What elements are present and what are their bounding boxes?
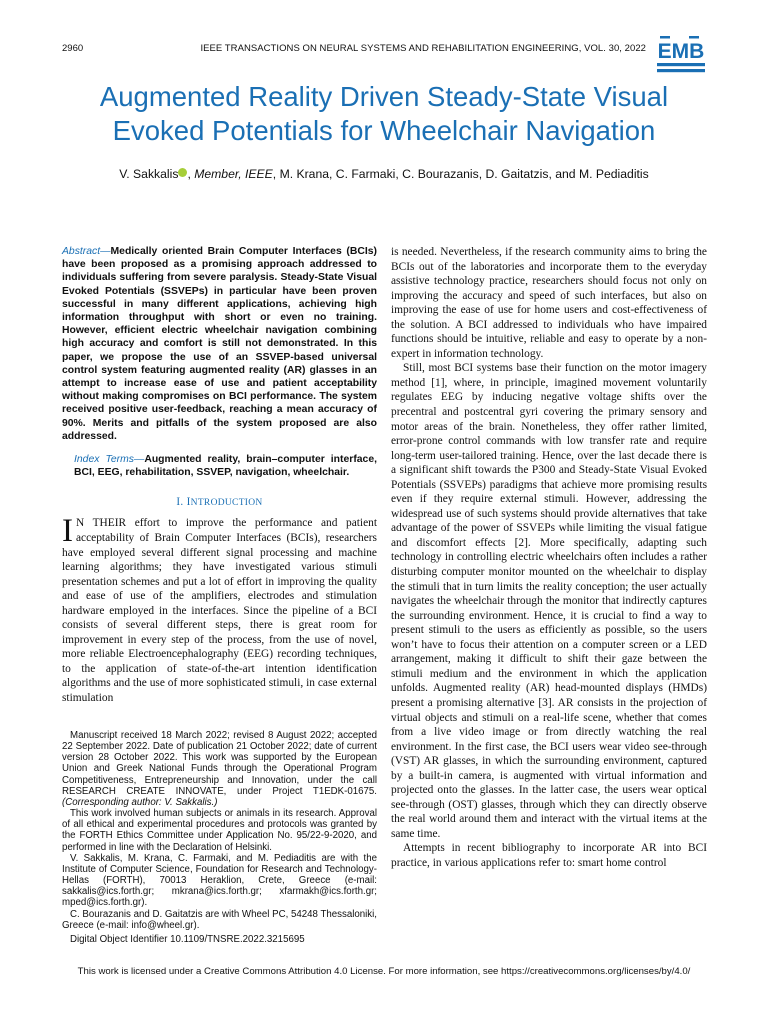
body-paragraph-2: Still, most BCI systems base their function on the motor imagery method [1], where, in principle, imagined movement voluntarily regulates EEG by inducing negative voltage shifts over the precentral and postcentral gyri covering the primary sensory and motor areas of the brain. Nonetheless, they offer rather limited, error-prone control commands with low transfer rate and require long-term user-tailored training. Hence, over the last decade there is a significant shift towards the P300 and Steady-State Visual Evoked Potentials (SSVEPs) paradigms that achieve more promising results even if they require external stimuli. However, addressing the widespread use of such systems should provide alternatives that take advantage of the power of SSVEPs while limiting the visual fatigue and discomfort effects [2]. More specifically, adapting such technology in controlling electric wheelchairs often includes a rather disturbing computer monitor mounted on the wheelchair to display the stimuli that in turn limits the reality conception; the user actually navigates the wheelchair through the monitor that indirectly captures the surrounding environment. Hence, it is crucial to find a way to present stimuli to the users as efficiently as possible, so the users won’t have to focus their attention on a computer screen or a LED arrangement, making it difficult to shift their gaze between the stimuli medium and the environment in which the application unfolds. Augmented reality (AR) head-mounted displays (HMDs) present a promising alternative [3]. AR consists in the projection of virtual objects and stimuli on a real-life scene, whether that comes from a live video image or from directly watching the real environment. In the first case, the BCI users wear video see-through (VST) AR glasses, in which the surrounding environment, captured by a built-in camera, is augmented with virtual information and projected onto the glasses. In the latter case, the users wear optical see-through (OST) glasses, through which they can directly observe the real world around them and interact with the virtual items at the same time. xyxy=(391,362,707,840)
body-paragraph-1: is needed. Nevertheless, if the research community aims to bring the BCIs out of the laboratories and incorporate them to the everyday assistive technology practice, researchers should focus not only on improving the accuracy and speed of such interfaces, but also on improving the ease of use for home users and cost-effectiveness of the solution. A BCI addressed to individuals who have impaired functions should be intuitive, reliable and easy to operate by a non-expert in information technology. xyxy=(391,246,707,360)
index-terms-label: Index Terms— xyxy=(74,454,145,466)
other-authors: , M. Krana, C. Farmaki, C. Bourazanis, D. Gaitatzis, and M. Pediaditis xyxy=(272,167,649,181)
footnote-corresponding: (Corresponding author: V. Sakkalis.) xyxy=(62,796,218,808)
drop-cap: I xyxy=(62,513,73,550)
body-paragraph-3: Attempts in recent bibliography to incorporate AR into BCI practice, in various applications refer to: smart home control xyxy=(391,842,707,869)
footnote-funding xyxy=(62,730,377,808)
journal-header: IEEE TRANSACTIONS ON NEURAL SYSTEMS AND REHABILITATION ENGINEERING, VOL. 30, 2022 xyxy=(200,43,646,54)
footnote-affiliation-2: C. Bourazanis and D. Gaitatzis are with Wheel PC, 54248 Thessaloniki, Greece (e-mail: info@wheel.gr). xyxy=(62,908,377,931)
index-terms xyxy=(74,453,377,479)
index-terms-text: Augmented reality, brain–computer interface, BCI, EEG, rehabilitation, SSVEP, navigation, wheelchair. xyxy=(74,454,377,479)
author-membership: Member, IEEE xyxy=(194,167,273,181)
section-title-first: I xyxy=(186,496,191,509)
section-number: I. xyxy=(176,496,187,509)
intro-text: effort to improve the performance and patient acceptability of Brain Computer Interfaces (BCIs), researchers have employed several different signal processing and machine learning algorithms; they have investigated various stimuli presentation schemes and put a lot of effort in improving the quality and ease of use of the amplifiers, electrodes and stimulation hardware employed in the interfaces. Since the pipeline of a BCI consists of several different steps, there is great room for improvement in every step of the process, from the use of novel, more reliable Electroencephalography (EEG) recording techniques, to the application of state-of-the-art intention identification algorithms and the use of more sophisticated stimuli, in case external stimulation xyxy=(62,517,378,705)
title-line-2: Evoked Potentials for Wheelchair Navigation xyxy=(112,115,656,146)
doi[interactable]: Digital Object Identifier 10.1109/TNSRE.2022.3215695 xyxy=(70,933,305,945)
first-author: V. Sakkalis xyxy=(119,167,179,181)
footnote-funding-text: Manuscript received 18 March 2022; revised 8 August 2022; accepted 22 September 2022. Date of publication 21 October 2022; date of current version 28 October 2022. This work was supported by the European Union and Greek National Funds through the Operational Program Competitiveness, Entrepreneurship and Innovation, under the call RESEARCH CREATE INNOVATE, under Project T1EDK-01675. xyxy=(62,730,377,797)
emb-logo-text: EMB xyxy=(657,40,705,63)
footnote-affiliation-1: V. Sakkalis, M. Krana, C. Farmaki, and M. Pediaditis are with the Institute of Computer Science, Foundation for Research and Technology-Hellas (FORTH), 70013 Heraklion, Crete, Greece (e-mail: sakkalis@ics.forth.gr; mkrana@ics.forth.gr; xfarmakh@ics.forth.gr; mped@ics.forth.gr). xyxy=(62,852,377,909)
license-notice: This work is licensed under a Creative Commons Attribution 4.0 License. For more information, see https://creativecommons.org/licenses/by/4.0/ xyxy=(77,966,691,977)
page-number: 2960 xyxy=(62,43,84,54)
emb-logo xyxy=(652,36,710,76)
footnote-ethics: This work involved human subjects or animals in its research. Approval of all ethical and experimental procedures and protocols was granted by the FORTH Ethics Committee under Application No. 95/22-9-2020, and performed in line with the Declaration of Helsinki. xyxy=(62,808,377,853)
orcid-icon[interactable] xyxy=(178,168,187,177)
paper-title xyxy=(40,80,728,148)
section-heading-introduction xyxy=(62,496,377,508)
section-title-rest: NTRODUCTION xyxy=(190,498,263,509)
left-column xyxy=(62,245,377,706)
abstract-text: Medically oriented Brain Computer Interfaces (BCIs) have been proposed as a promising approach addressed to individuals suffering from severe paralysis. Steady-State Visual Evoked Potentials (SSVEPs) in particular have been proven successful in many different applications, achieving high information throughput with short or even no training. However, efficient electric wheelchair navigation combining high accuracy and comfort is still not demonstrated. In this paper, we propose the use of an SSVEP-based universal control system featuring augmented reality (AR) glasses in an attempt to increase ease of use and patient acceptability without making compromises on BCI performance. The system received positive user-feedback, reaching a mean accuracy of 90%. Merits and pitfalls of the system proposed are also addressed. xyxy=(62,246,377,442)
right-column xyxy=(391,245,707,871)
author-list: V. Sakkalis , Member, IEEE, M. Krana, C. Farmaki, C. Bourazanis, D. Gaitatzis, and M. Pediaditis xyxy=(119,167,649,181)
intro-lead: N THEIR xyxy=(76,517,127,530)
abstract-label: Abstract— xyxy=(62,246,111,257)
intro-paragraph xyxy=(62,513,378,705)
footnote xyxy=(62,730,377,945)
abstract xyxy=(62,245,377,443)
title-line-1: Augmented Reality Driven Steady-State Visual xyxy=(99,81,669,112)
